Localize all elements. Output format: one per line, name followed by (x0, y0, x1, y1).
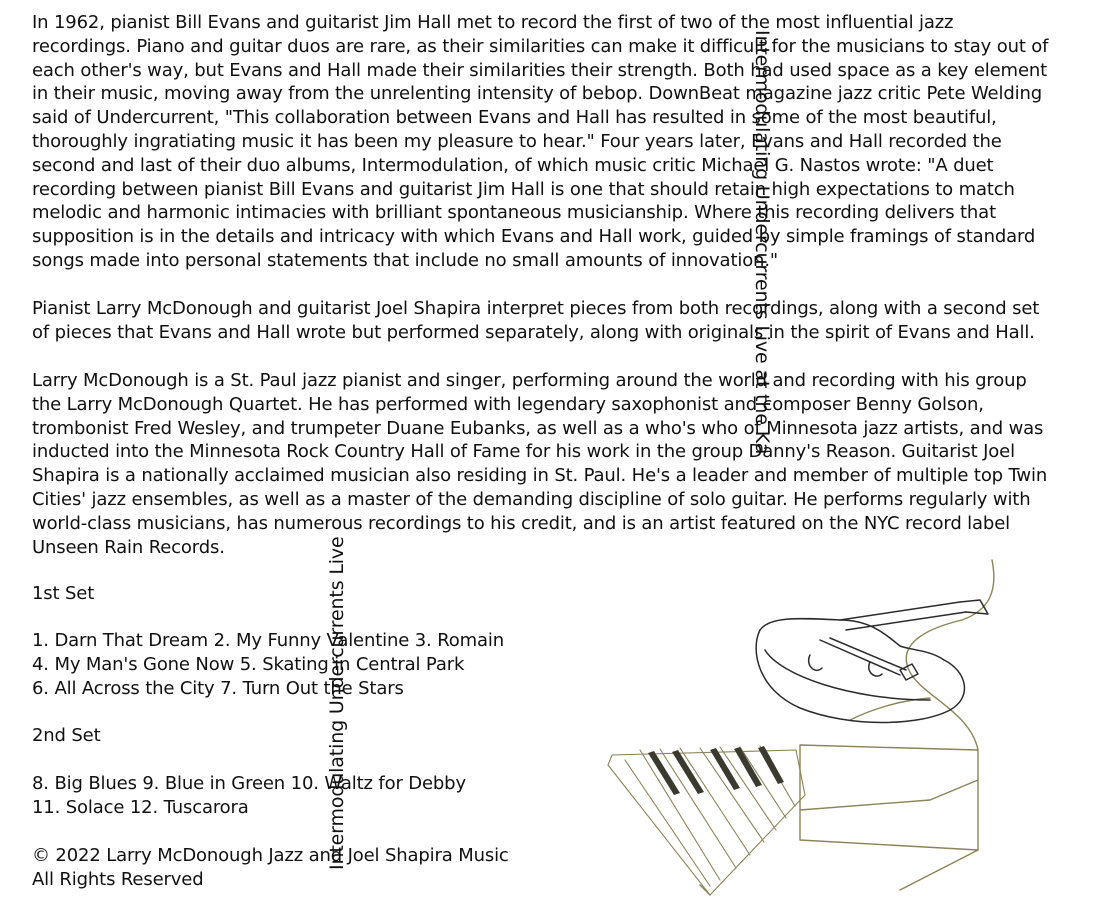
set2-line: 8. Big Blues 9. Blue in Green 10. Waltz for Debby (32, 773, 466, 794)
set1-line: 1. Darn That Dream 2. My Funny Valentine 3. Romain (32, 630, 504, 651)
set1-heading: 1st Set (32, 583, 95, 604)
copyright-line: © 2022 Larry McDonough Jazz and Joel Shapira Music (32, 845, 509, 866)
rights-reserved-line: All Rights Reserved (32, 869, 204, 890)
intro-paragraph: In 1962, pianist Bill Evans and guitarist Jim Hall met to record the first of two of the most influential jazz recordings. Piano and guitar duos are rare, as their similarities can make it difficult for the musicians to stay out of each other's way, but Evans and Hall made their similarities their strength. Both had used space as a key element in their music, moving away from the unrelenting intensity of bebop. DownBeat magazine jazz critic Pete Welding said of Undercurrent, "This collaboration between Evans and Hall has resulted in some of the most beautiful, thoroughly ingratiating music it has been my pleasure to hear." Four years later, Evans and Hall recorded the second and last of their duo albums, Intermodulation, of which music critic Michael G. Nastos wrote: "A duet recording between pianist Bill Evans and guitarist Jim Hall is one that should retain high expectations to match melodic and harmonic intimacies with brilliant spontaneous musicianship. Where this recording delivers that supposition is in the details and intricacy with which Evans and Hall work, guided by simple framings of standard songs made into personal statements that include no small amounts of innovation." (32, 12, 1049, 271)
bios-paragraph: Larry McDonough is a St. Paul jazz pianist and singer, performing around the world and recording with his group the Larry McDonough Quartet. He has performed with legendary saxophonist and composer Benny Golson, trombonist Fred Wesley, and trumpeter Duane Eubanks, as well as a who's who of Minnesota jazz artists, and was inducted into the Minnesota Rock Country Hall of Fame for his work in the group Danny's Reason. Guitarist Joel Shapira is a nationally acclaimed musician also residing in St. Paul. He's a leader and member of multiple top Twin Cities' jazz ensembles, as well as a master of the demanding discipline of solo guitar. He performs regularly with world-class musicians, has numerous recordings to his credit, and is an artist featured on the NYC record label Unseen Rain Records. (32, 370, 1048, 558)
spine-text-left: Intermodulating Undercurrents Live (326, 536, 348, 870)
set1-line: 4. My Man's Gone Now 5. Skating in Central Park (32, 654, 465, 675)
guitar-piano-sketch (600, 550, 1099, 900)
set2-heading: 2nd Set (32, 725, 101, 746)
spine-text-right: Intermodulating Undercurrents Live at the Ka (751, 30, 773, 455)
interpreters-paragraph: Pianist Larry McDonough and guitarist Joel Shapira interpret pieces from both recordings, along with a second set of pieces that Evans and Hall wrote but performed separately, along with originals in the spirit of Evans and Hall. (32, 298, 1040, 343)
set2-line: 11. Solace 12. Tuscarora (32, 797, 249, 818)
set1-line: 6. All Across the City 7. Turn Out the Stars (32, 678, 404, 699)
